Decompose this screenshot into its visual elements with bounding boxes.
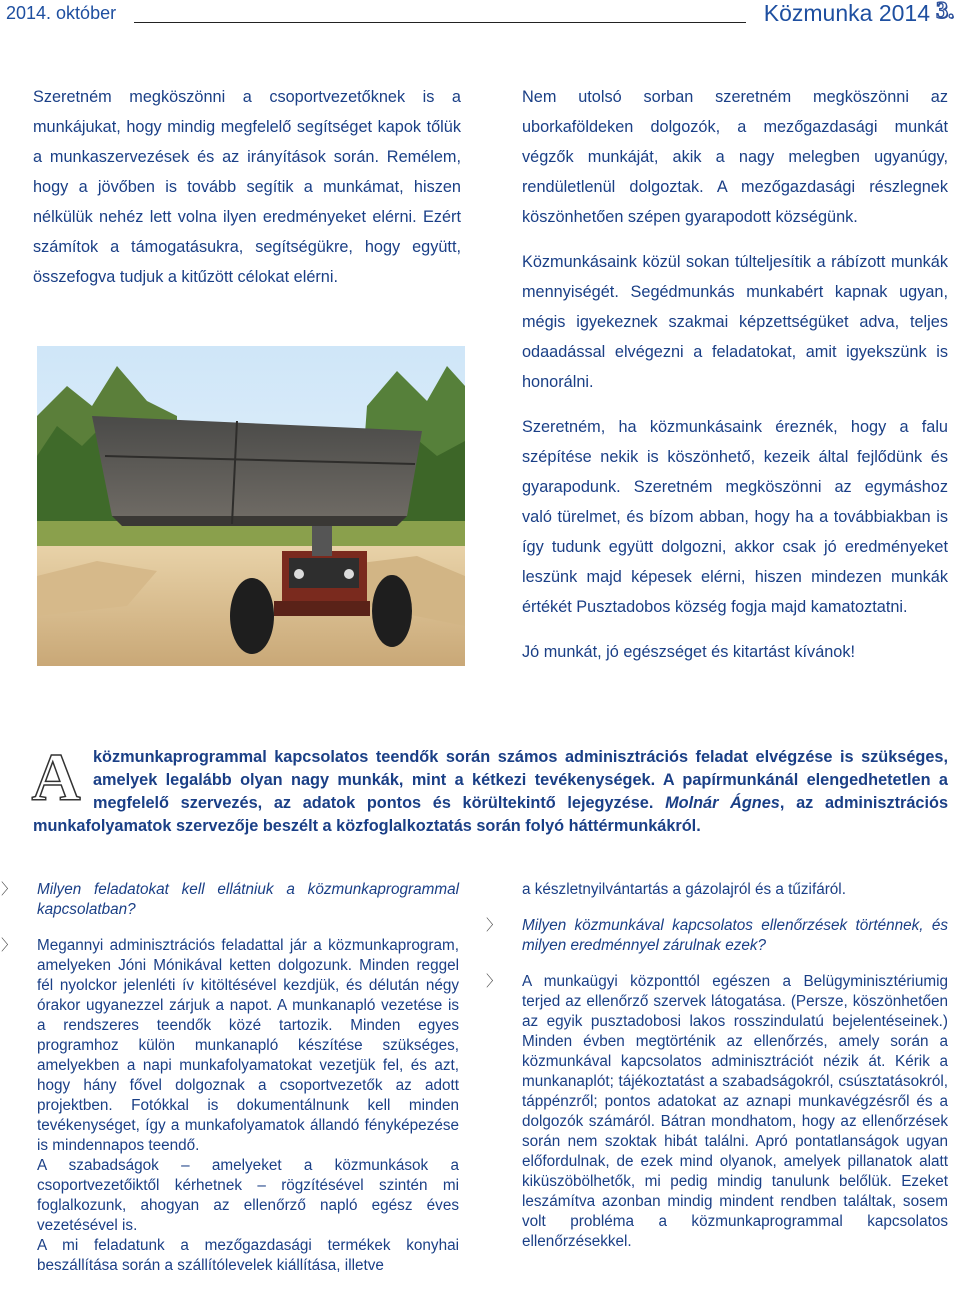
intro-text-end: , az adminisztrációs munkafolyamatok szervezője beszélt a közfoglalkoztatás során folyó háttérmunkákról.	[33, 794, 948, 835]
answer-text: A munkaügyi központtól egészen a Belügyminisztériumig terjed az ellenőrző szervek látogatása. (Persze, köszönhetően az egyik pusztadobosi lakos rosszindulatú bejelentéseinek.) Minden évben megtörténik az ellenőrzés, amely során a közmunkával kapcsolatos adminisztrációt nézik át. Kérik a munkanaplót; tájékoztatást a szabadságokról, csúsztatásokról, táppénzről; pontos adatokat az aznapi munkavégzésről és a dolgozók számáról. Bátran mondhatom, hogy az ellenőrzések során nem szoktak hibát találni. Apró pontatlanságok ugyan előfordulnak, de ezek mind olyanok, amelyek pillanatok alatt kiküszöbölhetők, mi pedig mindig tanulunk belőlük. Ezeket leszámítva azonban mindig mindent rendben találtak, sosem volt probléma a közmunkaprogrammal kapcsolatos ellenőrzésekkel.	[522, 973, 948, 1250]
bullet-icon: 〉	[1, 881, 17, 898]
tractor-photo	[37, 346, 465, 666]
question-text: Milyen közmunkával kapcsolatos ellenőrzések történnek, és milyen eredménnyel zárulnak ezek?	[522, 917, 948, 954]
right-column	[522, 82, 948, 667]
publication-title: Közmunka 2014	[763, 0, 930, 26]
left-column	[33, 82, 461, 292]
answer-text: a készletnyilvántartás a gázolajról és a tűzifáról.	[522, 881, 846, 898]
interview-right-column	[485, 880, 948, 1252]
page-number: 3.	[936, 0, 954, 24]
answer-continuation	[485, 880, 948, 900]
question-item	[0, 880, 459, 920]
thanks-farm-paragraph: Nem utolsó sorban szeretném megköszönni az uborkaföldeken dolgozók, a mezőgazdasági munkát végzők munkáját, akik a nagy melegben ugyanúgy, rendületlenül dolgoztak. A mezőgazdasági részlegnek köszönhetően szépen gyarapodott községünk.	[522, 88, 948, 226]
answer-item	[0, 936, 459, 1276]
answer-text: A szabadságok – amelyeket a közmunkások a csoportvezetőiktől kérhetnek – rögzítésével szintén mi foglalkozunk, ahogyan az ellenőrző napló egész éves vezetésével is.	[37, 1157, 459, 1234]
question-item	[485, 916, 948, 956]
answer-text: Megannyi adminisztrációs feladattal jár a közmunkaprogram, amelyeken Jóni Mónikával ketten dolgozunk. Minden reggel fél nyolckor jelenléti ív kitöltésével kezdjük, és délután négy órakor ugyanezzel zárjuk a napot. A munkanapló vezetése is a rendszeres teendők közé tartozik. Minden egyes programhoz külön munkanapló készítése szükséges, amelyekben a napi munkafolyamatokat vezetjük fel, és azt, hogy hány fővel dolgoznak a csoportvezetők az adott projektben. Fotókkal is dokumentálnunk kell minden tevékenységet, így a munkafolyamatok állandó fényképezése is mindennapos teendő.	[37, 937, 459, 1154]
bullet-icon: 〉	[486, 917, 502, 934]
drop-cap-glyph: A	[31, 744, 81, 810]
thanks-paragraph: Szeretném megköszönni a csoportvezetőknek is a munkájukat, hogy mindig megfelelő segítséget kapok tőlük a munkaszervezések és az irányítások során. Remélem, hogy a jövőben is tovább segítik a munkámat, hiszen nélkülük nehéz lett volna ilyen eredményeket elérni. Ezért számítok a támogatásukra, segítségükre, hogy együtt, összefogva tudjuk a kitűzött célokat elérni.	[33, 88, 461, 286]
overachievement-paragraph: Közmunkásaink közül sokan túlteljesítik a rábízott munkák mennyiségét. Segédmunkás munkabért kapnak ugyan, mégis igyekeznek szakmai képzettségüket adva, teljes odaadással elvégezni a feladatokat, amit igyekszünk is honorálni.	[522, 253, 948, 391]
bullet-icon: 〉	[486, 973, 502, 990]
interviewee-name: Molnár Ágnes	[665, 794, 780, 812]
village-paragraph: Szeretném, ha közmunkásaink éreznék, hogy a falu szépítése nekik is köszönhető, kezeik által fejlődünk és gyarapodunk. Szeretném megköszönni az egymáshoz való türelmet, és bízom abban, hogy ha a továbbiakban is így tudunk együtt dolgozni, akkor csak jó eredményeket leszünk majd képesek elérni, hiszen mindezen munkák értékét Pusztadobos község fogja majd kamatoztatni.	[522, 418, 948, 616]
interview-left-column	[0, 880, 459, 1276]
drop-cap-letter	[29, 744, 83, 810]
issue-date: 2014. október	[6, 3, 117, 23]
intro-text: közmunkaprogrammal kapcsolatos teendők során számos adminisztrációs feladat elvégzése is szükséges, amelyek legalább olyan nagy munkák, mint a kétkezi tevékenységek. A papírmunkánál elengedhetetlen a megfelelő szervezés, az adatok pontos és körültekintő lejegyzése.	[93, 748, 948, 812]
interview-intro	[33, 746, 948, 838]
answer-text: A mi feladatunk a mezőgazdasági termékek konyhai beszállítása során a szállítólevelek kiállítása, illetve	[37, 1237, 459, 1274]
answer-item	[485, 972, 948, 1252]
question-text: Milyen feladatokat kell ellátniuk a közmunkaprogrammal kapcsolatban?	[37, 881, 459, 918]
page-header	[0, 0, 960, 32]
tractor-loader-image	[37, 346, 465, 666]
bullet-icon: 〉	[1, 937, 17, 954]
closing-wish: Jó munkát, jó egészséget és kitartást kívánok!	[522, 643, 856, 661]
header-rule	[134, 22, 746, 23]
